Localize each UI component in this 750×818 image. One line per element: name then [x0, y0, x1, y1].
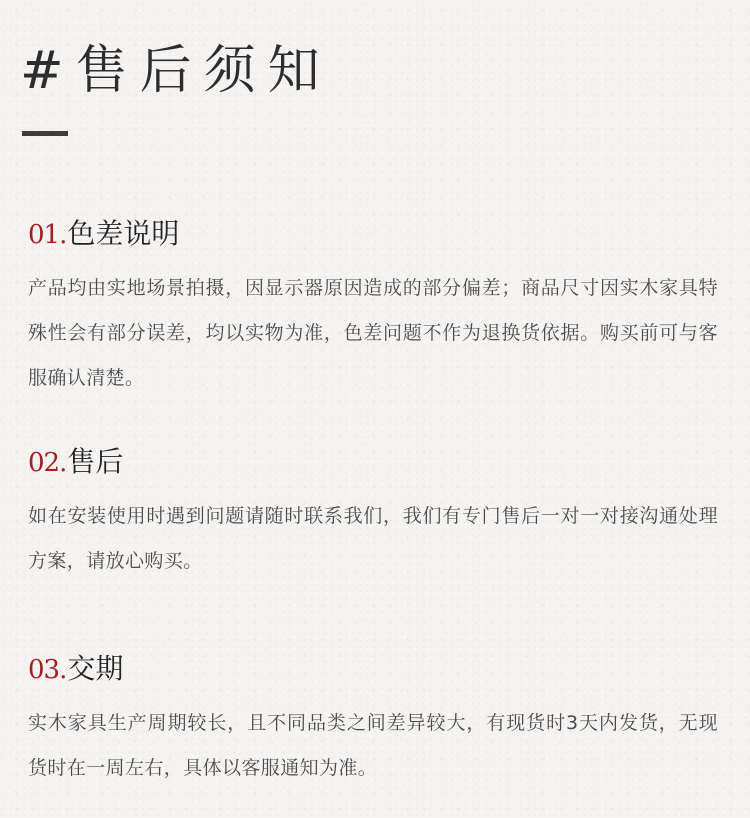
- section-title: 交期: [67, 652, 124, 685]
- title-underline-divider: [22, 131, 68, 136]
- section-number: 03.: [28, 655, 67, 685]
- section-title: 售后: [67, 445, 124, 478]
- section-number: 01.: [28, 220, 67, 250]
- section-color-difference: [28, 212, 718, 401]
- section-heading: [28, 440, 718, 480]
- section-body-text: 实木家具生产周期较长，且不同品类之间差异较大，有现货时3天内发货，无现货时在一周左右，具体以客服通知为准。: [28, 712, 718, 779]
- section-body-text: 产品均由实地场景拍摄，因显示器原因造成的部分偏差；商品尺寸因实木家具特殊性会有部分误差，均以实物为准，色差问题不作为退换货依据。购买前可与客服确认清楚。: [28, 277, 718, 389]
- page-title: #售后须知: [20, 41, 332, 101]
- section-heading: [28, 647, 718, 687]
- section-heading: [28, 212, 718, 252]
- section-body-text: 如在安装使用时遇到问题请随时联系我们，我们有专门售后一对一对接沟通处理方案，请放心购买。: [28, 505, 718, 572]
- section-after-sales: [28, 440, 718, 584]
- section-delivery-time: [28, 647, 718, 791]
- section-number: 02.: [28, 448, 67, 478]
- section-title: 色差说明: [67, 217, 180, 250]
